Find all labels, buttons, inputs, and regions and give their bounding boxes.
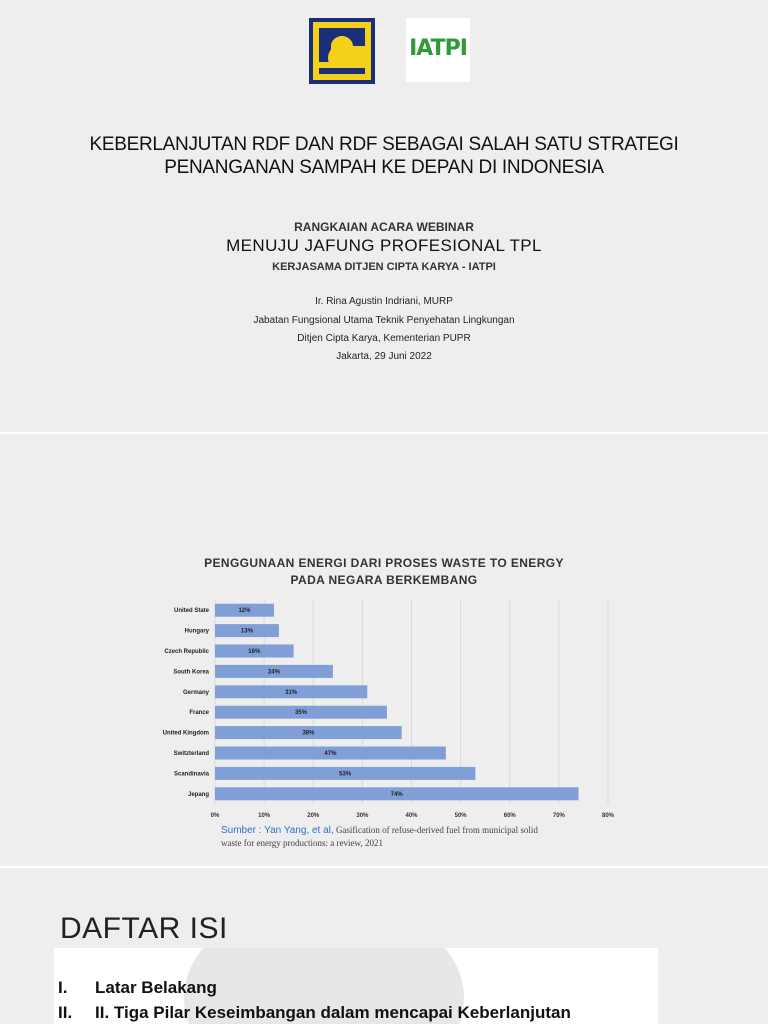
source-citation bbox=[221, 824, 601, 849]
chart-title-line-2: PADA NEGARA BERKEMBANG bbox=[290, 573, 478, 587]
data-label: 31% bbox=[285, 689, 298, 696]
category-label: Hungary bbox=[184, 628, 209, 635]
event-kicker: RANGKAIAN ACARA WEBINAR bbox=[294, 220, 474, 234]
speaker-position: Jabatan Fungsional Utama Teknik Penyehatan Lingkungan bbox=[253, 315, 515, 326]
source-link[interactable]: Sumber : Yan Yang bbox=[221, 825, 307, 836]
x-tick-label: 40% bbox=[405, 813, 418, 819]
data-label: 13% bbox=[240, 628, 253, 635]
chart-title-line-1: PENGGUNAAN ENERGI DARI PROSES WASTE TO ENERGY bbox=[204, 556, 564, 570]
event-place-date: Jakarta, 29 Juni 2022 bbox=[336, 351, 432, 362]
category-label: Czech Republic bbox=[164, 649, 209, 655]
title-line-1: KEBERLANJUTAN RDF DAN RDF SEBAGAI SALAH SATU STRATEGI bbox=[89, 134, 679, 155]
pu-logo bbox=[309, 18, 375, 84]
event-partner: KERJASAMA DITJEN CIPTA KARYA - IATPI bbox=[272, 261, 496, 273]
category-label: France bbox=[189, 710, 209, 717]
category-label: Germany bbox=[182, 689, 209, 696]
source-title-cont: waste for energy productions: a review, 2021 bbox=[221, 838, 383, 848]
x-tick-label: 20% bbox=[307, 813, 320, 819]
toc-panel bbox=[54, 948, 658, 1024]
x-tick-label: 0% bbox=[210, 813, 220, 819]
category-label: Scandinavia bbox=[173, 771, 209, 778]
speaker-institution: Ditjen Cipta Karya, Kementerian PUPR bbox=[297, 333, 471, 344]
data-label: 35% bbox=[294, 710, 307, 717]
toc-slide bbox=[0, 868, 768, 1024]
x-tick-label: 30% bbox=[356, 813, 369, 819]
data-label: 47% bbox=[324, 751, 337, 757]
speaker-name: Ir. Rina Agustin Indriani, MURP bbox=[315, 296, 453, 307]
category-label: Switzterland bbox=[173, 751, 209, 757]
toc-item-number: I. bbox=[58, 978, 68, 997]
toc-item-label: Latar Belakang bbox=[95, 978, 217, 997]
category-label: South Korea bbox=[173, 669, 209, 676]
source-title: Gasification of refuse-derived fuel from municipal solid bbox=[333, 825, 538, 835]
iatpi-logo: IATPI bbox=[406, 18, 470, 82]
data-label: 12% bbox=[238, 608, 251, 615]
category-label: Jepang bbox=[187, 791, 209, 798]
x-tick-label: 60% bbox=[503, 813, 516, 819]
toc-item-number: II. bbox=[58, 1003, 73, 1022]
source-etal: , et al, bbox=[306, 825, 334, 836]
x-tick-label: 10% bbox=[258, 813, 271, 819]
title-slide bbox=[0, 0, 768, 432]
event-name: MENUJU JAFUNG PROFESIONAL TPL bbox=[226, 236, 542, 255]
presentation-title bbox=[40, 133, 728, 179]
toc-item-label: II. Tiga Pilar Keseimbangan dalam mencapai Keberlanjutan bbox=[95, 1003, 571, 1022]
data-label: 53% bbox=[339, 771, 352, 778]
category-label: United State bbox=[173, 608, 209, 615]
x-tick-label: 80% bbox=[601, 813, 615, 819]
data-label: 16% bbox=[248, 649, 261, 655]
x-tick-label: 50% bbox=[454, 813, 467, 819]
toc-item-1[interactable] bbox=[58, 978, 217, 998]
title-line-2: PENANGANAN SAMPAH KE DEPAN DI INDONESIA bbox=[164, 157, 604, 178]
x-tick-label: 70% bbox=[552, 813, 565, 819]
data-label: 74% bbox=[390, 791, 403, 798]
category-label: United Kingdom bbox=[162, 730, 209, 737]
data-label: 38% bbox=[302, 730, 315, 737]
toc-title: DAFTAR ISI bbox=[60, 912, 228, 945]
bar-chart bbox=[150, 598, 630, 820]
chart-slide bbox=[0, 434, 768, 866]
data-label: 24% bbox=[267, 669, 280, 676]
chart-title bbox=[140, 555, 628, 589]
toc-item-2[interactable] bbox=[58, 1003, 571, 1023]
